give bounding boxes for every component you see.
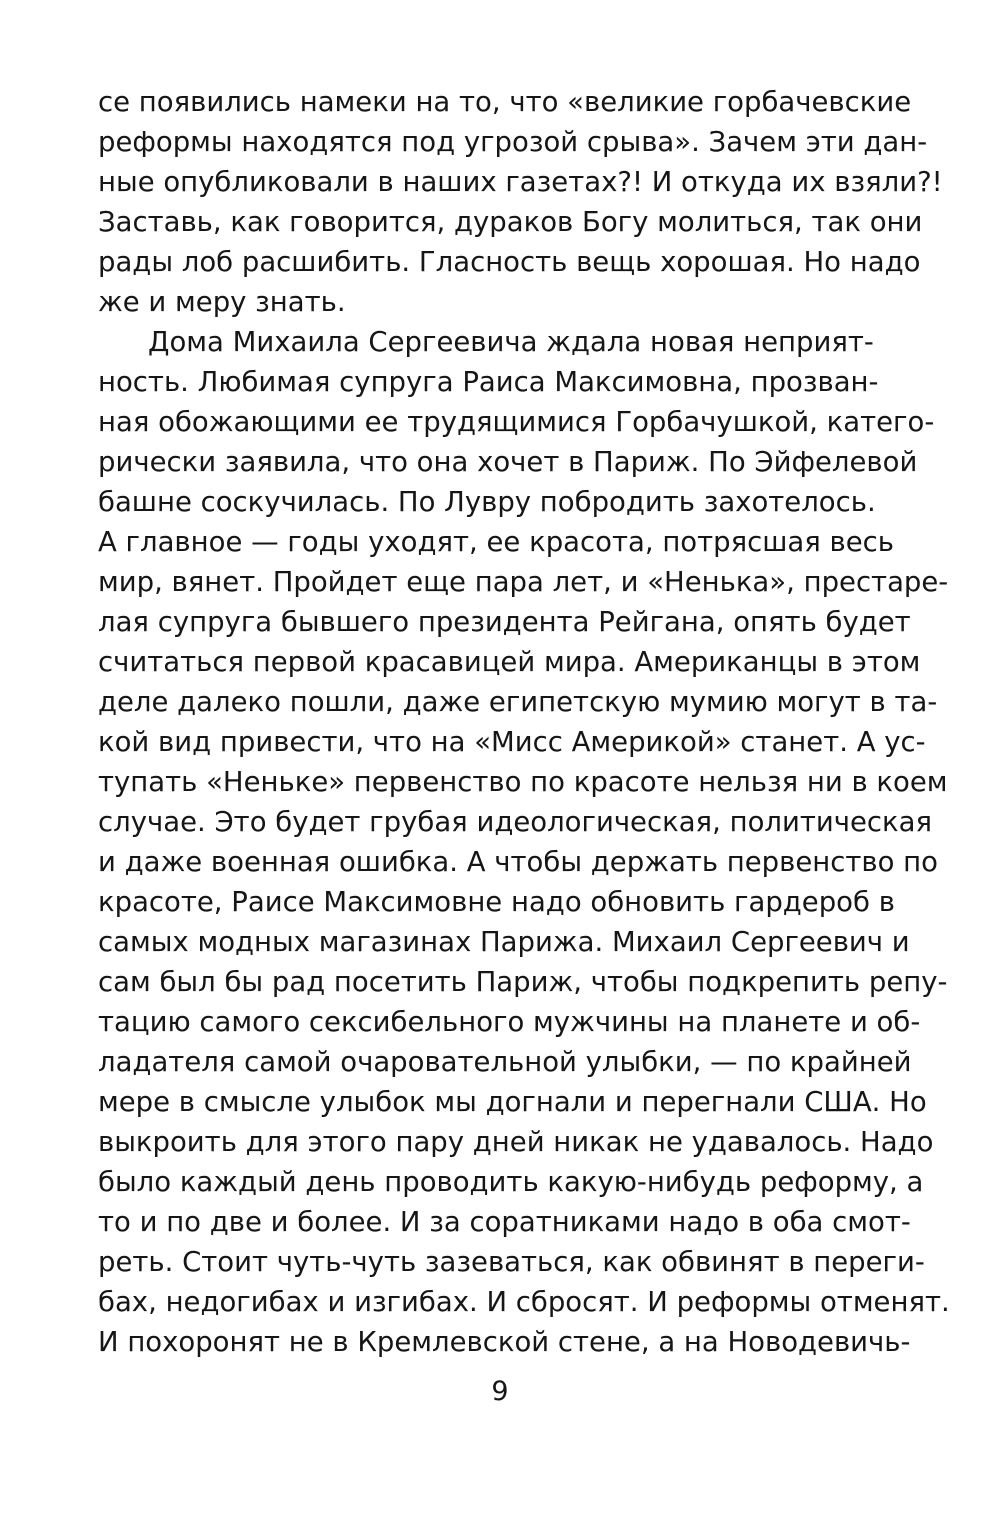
text-line: красоте, Раисе Максимовне надо обновить гардероб в [98,886,895,918]
text-line: было каждый день проводить какую-нибудь реформу, а [98,1166,924,1198]
text-line: ность. Любимая супруга Раиса Максимовна, прозван- [98,366,879,398]
text-line: тацию самого сексибельного мужчины на планете и об- [98,1006,921,1038]
text-line: случае. Это будет грубая идеологическая, политическая [98,806,933,838]
text-line: реформы находятся под угрозой срыва». Зачем эти дан- [98,126,928,158]
text-line: рады лоб расшибить. Гласность вещь хорошая. Но надо [98,246,921,278]
text-line: самых модных магазинах Парижа. Михаил Сергеевич и [98,926,910,958]
text-line: лая супруга бывшего президента Рейгана, опять будет [98,606,911,638]
page-number: 9 [491,1376,509,1407]
text-line: ные опубликовали в наших газетах?! И откуда их взяли?! [98,166,943,198]
text-line: кой вид привести, что на «Мисс Америкой» станет. А ус- [98,726,926,758]
text-line: башне соскучилась. По Лувру побродить захотелось. [98,486,876,518]
text-line: тупать «Неньке» первенство по красоте нельзя ни в коем [98,766,948,798]
text-line: рически заявила, что она хочет в Париж. По Эйфелевой [98,446,918,478]
text-line: ная обожающими ее трудящимися Горбачушкой, катего- [98,406,935,438]
text-line: реть. Стоит чуть-чуть зазеваться, как обвинят в переги- [98,1246,925,1278]
text-line: сам был бы рад посетить Париж, чтобы подкрепить репу- [98,966,948,998]
text-line: А главное — годы уходят, ее красота, потрясшая весь [98,526,895,558]
text-line: бах, недогибах и изгибах. И сбросят. И реформы отменят. [98,1286,950,1318]
text-line: мир, вянет. Пройдет еще пара лет, и «Ненька», престаре- [98,566,949,598]
text-line: ладателя самой очаровательной улыбки, — по крайней [98,1046,912,1078]
text-line: И похоронят не в Кремлевской стене, а на Новодевичь- [98,1326,911,1358]
text-line: мере в смысле улыбок мы догнали и перегнали США. Но [98,1086,927,1118]
text-line: се появились намеки на то, что «великие горбачевские [98,86,912,118]
text-line: и даже военная ошибка. А чтобы держать первенство по [98,846,938,878]
text-line: же и меру знать. [98,286,346,318]
text-line: деле далеко пошли, даже египетскую мумию могут в та- [98,686,938,718]
text-line: считаться первой красавицей мира. Американцы в этом [98,646,921,678]
body-text [98,82,950,1362]
text-line: Дома Михаила Сергеевича ждала новая неприят- [148,326,874,358]
text-line: выкроить для этого пару дней никак не удавалось. Надо [98,1126,934,1158]
text-line: то и по две и более. И за соратниками надо в оба смот- [98,1206,911,1238]
text-line: Заставь, как говорится, дураков Богу молиться, так они [98,206,923,238]
